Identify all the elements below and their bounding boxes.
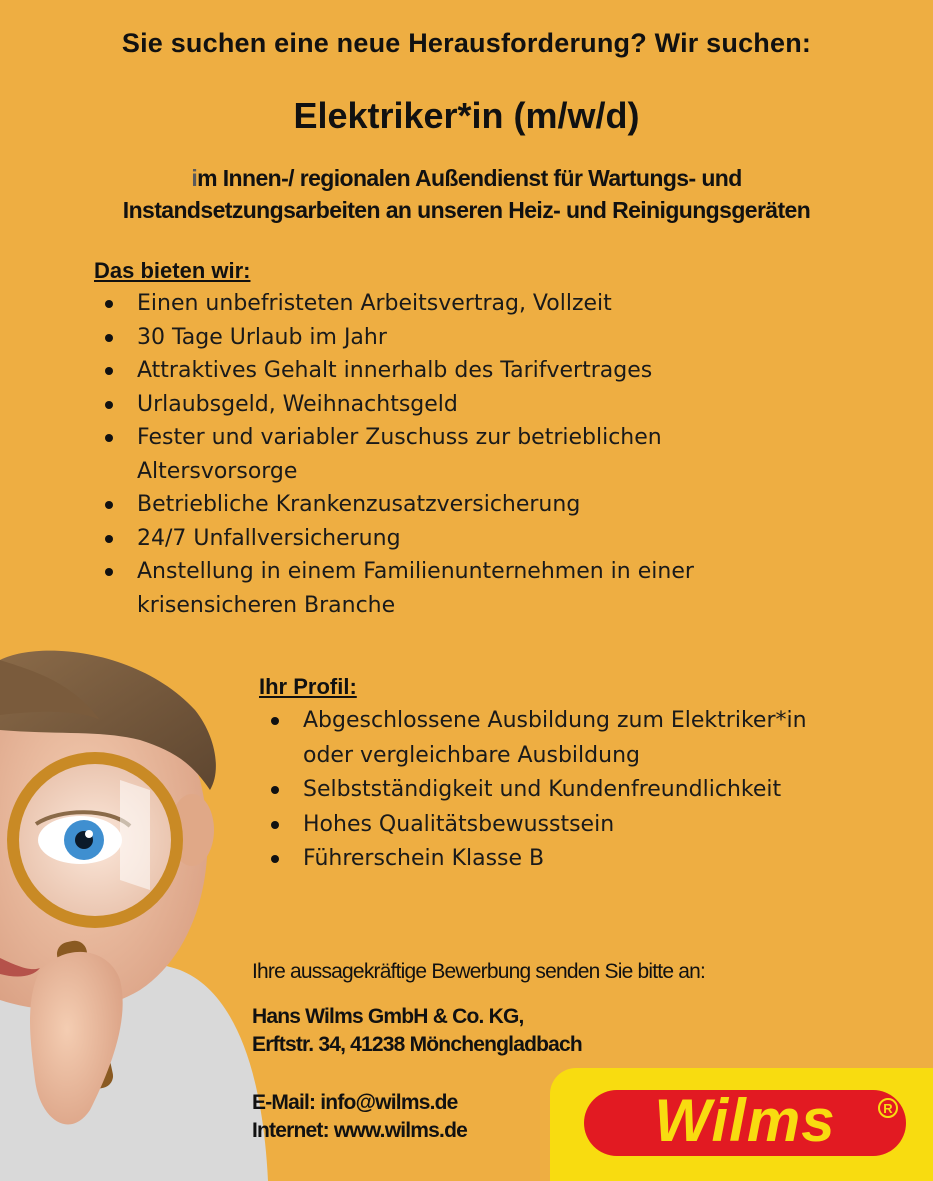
profile-item: Abgeschlossene Ausbildung zum Elektriker*in oder vergleichbare Ausbildung — [261, 704, 863, 773]
offer-list — [95, 287, 795, 622]
offer-item: Fester und variabler Zuschuss zur betrieblichen Altersvorsorge — [95, 421, 727, 488]
offer-item: 24/7 Unfallversicherung — [95, 522, 795, 556]
email-contact[interactable]: E-Mail: info@wilms.de — [252, 1091, 458, 1114]
profile-list — [261, 704, 881, 877]
apply-intro: Ihre aussagekräftige Bewerbung senden Sie bitte an: — [252, 960, 706, 983]
registered-mark-icon: R — [878, 1098, 898, 1118]
internet-contact[interactable]: Internet: www.wilms.de — [252, 1119, 467, 1142]
offer-item: Einen unbefristeten Arbeitsvertrag, Vollzeit — [95, 287, 795, 321]
profile-item: Selbstständigkeit und Kundenfreundlichkeit — [261, 773, 881, 808]
subtitle-line1: m Innen-/ regionalen Außendienst für Wartungs- und — [197, 165, 742, 191]
company-name: Hans Wilms GmbH & Co. KG, — [252, 1005, 524, 1028]
wilms-logo — [584, 1087, 906, 1156]
profile-heading: Ihr Profil: — [259, 674, 357, 699]
company-address: Erftstr. 34, 41238 Mönchengladbach — [252, 1033, 582, 1056]
offer-item: Attraktives Gehalt innerhalb des Tarifvertrages — [95, 354, 795, 388]
offer-item: Betriebliche Krankenzusatzversicherung — [95, 488, 795, 522]
offer-item: 30 Tage Urlaub im Jahr — [95, 321, 795, 355]
profile-item: Hohes Qualitätsbewusstsein — [261, 808, 881, 843]
job-title: Elektriker*in (m/w/d) — [293, 95, 640, 136]
job-subtitle — [20, 162, 913, 226]
profile-item: Führerschein Klasse B — [261, 842, 881, 877]
logo-panel — [550, 1068, 933, 1181]
offer-item: Anstellung in einem Familienunternehmen in einer krisensicheren Branche — [95, 555, 777, 622]
offer-item: Urlaubsgeld, Weihnachtsgeld — [95, 388, 795, 422]
offer-heading: Das bieten wir: — [94, 258, 251, 283]
subtitle-first-letter: i — [191, 165, 198, 191]
boy-with-magnifier-image — [0, 640, 280, 1181]
headline: Sie suchen eine neue Herausforderung? Wir suchen: — [121, 28, 812, 58]
subtitle-line2: Instandsetzungsarbeiten an unseren Heiz- und Reinigungsgeräten — [122, 197, 811, 223]
logo-text: Wilms — [654, 1087, 836, 1154]
